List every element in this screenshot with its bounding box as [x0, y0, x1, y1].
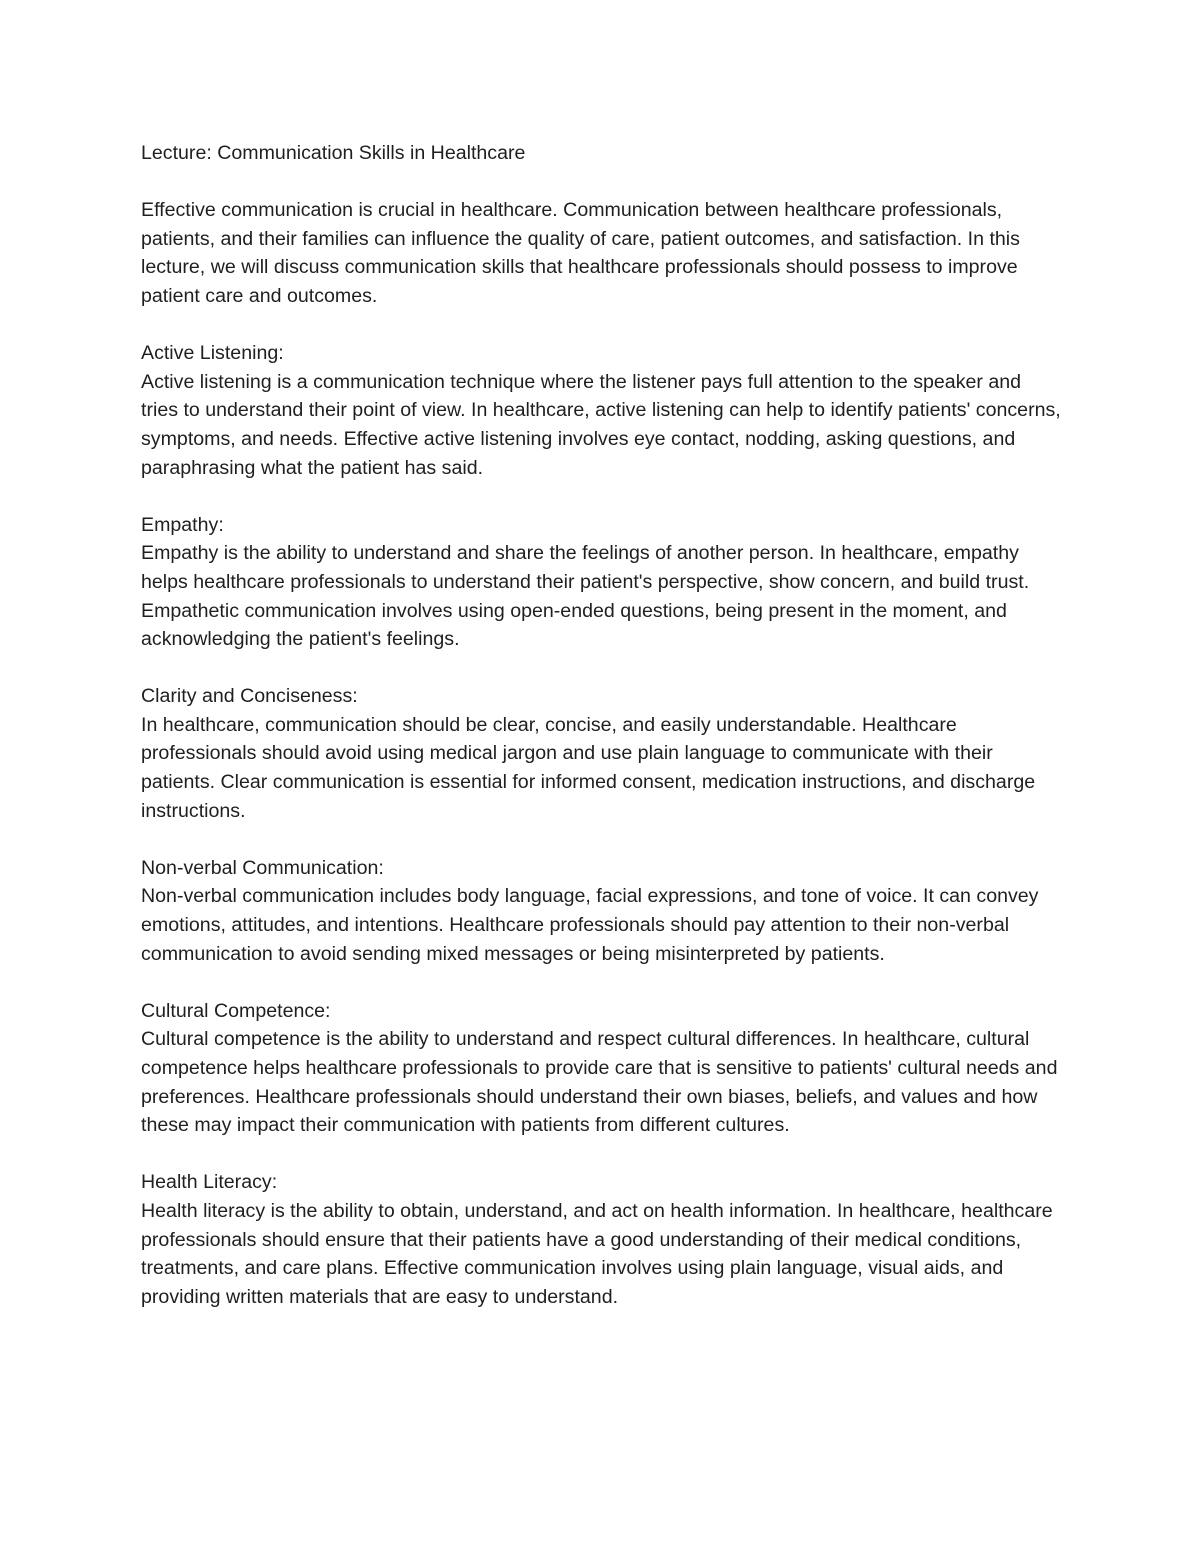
intro-paragraph: Effective communication is crucial in healthcare. Communication between healthcare professionals, patients, and their families can influence the quality of care, patient outcomes, and satisfaction. In this lecture, we will discuss communication skills that healthcare professionals should possess to improve patient care and outcomes.	[141, 199, 1020, 307]
section-health-literacy	[141, 1168, 1061, 1311]
document-title: Lecture: Communication Skills in Healthcare	[141, 142, 526, 164]
section-heading: Non-verbal Communication:	[141, 856, 384, 879]
section-cultural-competence	[141, 997, 1061, 1140]
section-non-verbal-communication	[141, 854, 1061, 968]
section-body: Cultural competence is the ability to understand and respect cultural differences. In healthcare, cultural competence helps healthcare professionals to provide care that is sensitive to patients' cultural needs and preferences. Healthcare professionals should understand their own biases, beliefs, and values and how these may impact their communication with patients from different cultures.	[141, 1028, 1058, 1137]
section-body: Empathy is the ability to understand and share the feelings of another person. In healthcare, empathy helps healthcare professionals to understand their patient's perspective, show concern, and build trust. Empathetic communication involves using open-ended questions, being present in the moment, and acknowledging the patient's feelings.	[141, 542, 1030, 651]
section-heading: Active Listening:	[141, 342, 284, 365]
section-heading: Clarity and Conciseness:	[141, 685, 358, 708]
section-body: Non-verbal communication includes body language, facial expressions, and tone of voice. It can convey emotions, attitudes, and intentions. Healthcare professionals should pay attention to their non-verbal communication to avoid sending mixed messages or being misinterpreted by patients.	[141, 885, 1039, 965]
section-heading: Empathy:	[141, 513, 224, 536]
section-clarity-conciseness	[141, 682, 1061, 825]
section-body: In healthcare, communication should be clear, concise, and easily understandable. Healthcare professionals should avoid using medical jargon and use plain language to communicate with their patients. Clear communication is essential for informed consent, medication instructions, and discharge instructions.	[141, 713, 1036, 822]
section-active-listening	[141, 339, 1061, 482]
document-page	[141, 139, 1061, 1340]
section-heading: Cultural Competence:	[141, 999, 331, 1022]
section-body: Active listening is a communication technique where the listener pays full attention to the speaker and tries to understand their point of view. In healthcare, active listening can help to identify patients' concerns, symptoms, and needs. Effective active listening involves eye contact, nodding, asking questions, and paraphrasing what the patient has said.	[141, 370, 1061, 479]
section-heading: Health Literacy:	[141, 1171, 278, 1194]
section-empathy	[141, 511, 1061, 654]
section-body: Health literacy is the ability to obtain, understand, and act on health information. In healthcare, healthcare professionals should ensure that their patients have a good understanding of their medical conditions, treatments, and care plans. Effective communication involves using plain language, visual aids, and providing written materials that are easy to understand.	[141, 1199, 1053, 1308]
